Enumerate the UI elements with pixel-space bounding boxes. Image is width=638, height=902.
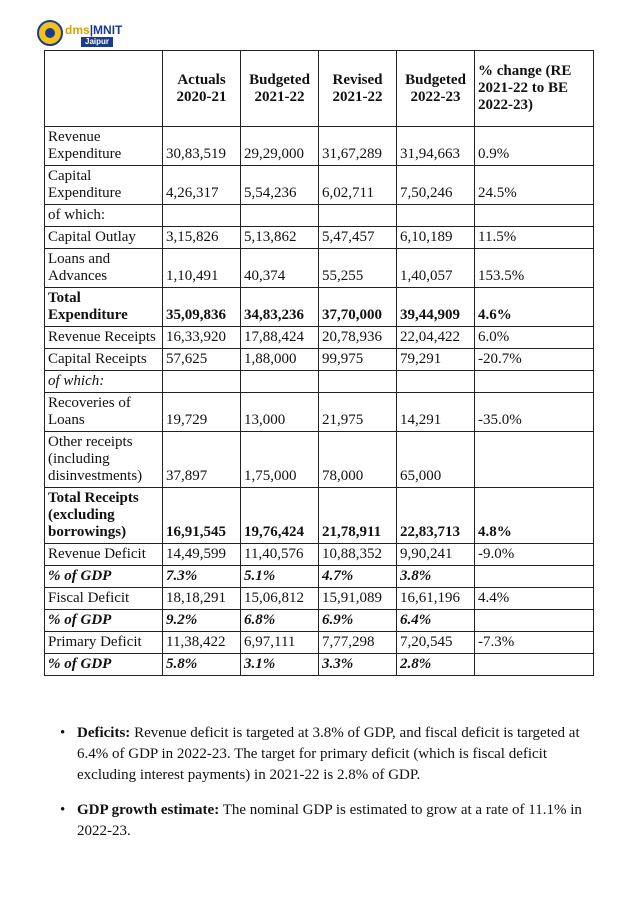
value-cell: 5,47,457 <box>319 227 397 249</box>
value-cell: 1,75,000 <box>241 432 319 488</box>
logo-wordmark: dms|MNIT <box>65 23 123 37</box>
header-cell <box>45 51 163 127</box>
row-label-cell: Total Receipts (excluding borrowings) <box>45 488 163 544</box>
table-row <box>45 371 594 393</box>
table-row <box>45 349 594 371</box>
row-label-cell: Revenue Expenditure <box>45 127 163 166</box>
row-label-cell: Other receipts (including disinvestments) <box>45 432 163 488</box>
value-cell: 35,09,836 <box>163 288 241 327</box>
value-cell: 16,61,196 <box>397 588 475 610</box>
value-cell: 4,26,317 <box>163 166 241 205</box>
value-cell: 6.4% <box>397 610 475 632</box>
table-row <box>45 566 594 588</box>
value-cell: -35.0% <box>475 393 594 432</box>
table-row <box>45 432 594 488</box>
note-label: GDP growth estimate: <box>77 802 220 818</box>
row-label-cell: Fiscal Deficit <box>45 588 163 610</box>
row-label-cell: % of GDP <box>45 566 163 588</box>
table-row <box>45 544 594 566</box>
value-cell: 30,83,519 <box>163 127 241 166</box>
value-cell: 31,94,663 <box>397 127 475 166</box>
logo-subtitle: Jaipur <box>81 37 113 47</box>
value-cell: 78,000 <box>319 432 397 488</box>
row-label-cell: Loans and Advances <box>45 249 163 288</box>
value-cell: 37,70,000 <box>319 288 397 327</box>
value-cell: 6.0% <box>475 327 594 349</box>
value-cell <box>163 371 241 393</box>
bullet-icon: • <box>60 725 66 741</box>
value-cell <box>241 205 319 227</box>
header-cell: Actuals 2020-21 <box>163 51 241 127</box>
value-cell: 3.8% <box>397 566 475 588</box>
value-cell: 13,000 <box>241 393 319 432</box>
row-label-cell: Revenue Deficit <box>45 544 163 566</box>
value-cell: 20,78,936 <box>319 327 397 349</box>
header-cell: % change (RE 2021-22 to BE 2022-23) <box>475 51 594 127</box>
table-row <box>45 488 594 544</box>
value-cell: 4.7% <box>319 566 397 588</box>
header-cell: Revised 2021-22 <box>319 51 397 127</box>
value-cell <box>163 205 241 227</box>
value-cell: 14,49,599 <box>163 544 241 566</box>
value-cell: 153.5% <box>475 249 594 288</box>
value-cell <box>319 371 397 393</box>
table-row <box>45 393 594 432</box>
value-cell: 4.6% <box>475 288 594 327</box>
budget-table <box>44 50 594 676</box>
value-cell: 5.8% <box>163 654 241 676</box>
value-cell: 3.1% <box>241 654 319 676</box>
value-cell: -7.3% <box>475 632 594 654</box>
value-cell: 65,000 <box>397 432 475 488</box>
value-cell: 9,90,241 <box>397 544 475 566</box>
value-cell: 1,88,000 <box>241 349 319 371</box>
value-cell: 5.1% <box>241 566 319 588</box>
value-cell: 14,291 <box>397 393 475 432</box>
value-cell: 19,76,424 <box>241 488 319 544</box>
value-cell: 24.5% <box>475 166 594 205</box>
emblem-icon <box>37 20 63 46</box>
row-label-cell: Primary Deficit <box>45 632 163 654</box>
value-cell: 55,255 <box>319 249 397 288</box>
value-cell: 22,04,422 <box>397 327 475 349</box>
value-cell: 17,88,424 <box>241 327 319 349</box>
value-cell: 11,40,576 <box>241 544 319 566</box>
dms-mnit-logo <box>37 20 127 52</box>
value-cell: 18,18,291 <box>163 588 241 610</box>
table-row <box>45 205 594 227</box>
value-cell: 22,83,713 <box>397 488 475 544</box>
value-cell: 7,77,298 <box>319 632 397 654</box>
value-cell: 7,20,545 <box>397 632 475 654</box>
value-cell <box>475 205 594 227</box>
value-cell: 79,291 <box>397 349 475 371</box>
value-cell <box>475 566 594 588</box>
value-cell: 11.5% <box>475 227 594 249</box>
table-row <box>45 227 594 249</box>
value-cell: 7,50,246 <box>397 166 475 205</box>
header-cell: Budgeted 2022-23 <box>397 51 475 127</box>
row-label-cell: Capital Receipts <box>45 349 163 371</box>
table-row <box>45 127 594 166</box>
table-body <box>45 127 594 676</box>
value-cell <box>475 432 594 488</box>
table-row <box>45 632 594 654</box>
value-cell: 5,54,236 <box>241 166 319 205</box>
value-cell: 2.8% <box>397 654 475 676</box>
value-cell: 21,78,911 <box>319 488 397 544</box>
value-cell: -9.0% <box>475 544 594 566</box>
table-row <box>45 288 594 327</box>
value-cell: 16,33,920 <box>163 327 241 349</box>
row-label-cell: of which: <box>45 205 163 227</box>
value-cell: 1,40,057 <box>397 249 475 288</box>
value-cell: 37,897 <box>163 432 241 488</box>
row-label-cell: % of GDP <box>45 610 163 632</box>
bullet-icon: • <box>60 802 66 818</box>
row-label-cell: Recoveries of Loans <box>45 393 163 432</box>
table-row <box>45 327 594 349</box>
value-cell: 31,67,289 <box>319 127 397 166</box>
value-cell: -20.7% <box>475 349 594 371</box>
value-cell: 0.9% <box>475 127 594 166</box>
value-cell: 1,10,491 <box>163 249 241 288</box>
value-cell: 11,38,422 <box>163 632 241 654</box>
value-cell: 10,88,352 <box>319 544 397 566</box>
value-cell: 16,91,545 <box>163 488 241 544</box>
table-row <box>45 610 594 632</box>
table-row <box>45 166 594 205</box>
value-cell: 39,44,909 <box>397 288 475 327</box>
value-cell: 6,97,111 <box>241 632 319 654</box>
note-text: Revenue deficit is targeted at 3.8% of GDP, and fiscal deficit is targeted at 6.4% of GDP in 2022-23. The target for primary deficit (which is fiscal deficit excluding interest payments) in 2021-22 is 2.8% of GDP. <box>77 725 580 783</box>
table-row <box>45 654 594 676</box>
value-cell: 7.3% <box>163 566 241 588</box>
value-cell: 9.2% <box>163 610 241 632</box>
table-row <box>45 588 594 610</box>
row-label-cell: Revenue Receipts <box>45 327 163 349</box>
value-cell: 5,13,862 <box>241 227 319 249</box>
value-cell: 15,06,812 <box>241 588 319 610</box>
header-cell: Budgeted 2021-22 <box>241 51 319 127</box>
notes-list <box>60 723 600 856</box>
note-item <box>60 723 600 786</box>
value-cell: 4.4% <box>475 588 594 610</box>
value-cell: 34,83,236 <box>241 288 319 327</box>
header-row <box>45 51 594 127</box>
note-label: Deficits: <box>77 725 131 741</box>
value-cell: 3.3% <box>319 654 397 676</box>
row-label-cell: Total Expenditure <box>45 288 163 327</box>
value-cell: 6,10,189 <box>397 227 475 249</box>
value-cell: 6,02,711 <box>319 166 397 205</box>
note-item <box>60 800 600 842</box>
row-label-cell: Capital Outlay <box>45 227 163 249</box>
value-cell: 3,15,826 <box>163 227 241 249</box>
value-cell: 6.9% <box>319 610 397 632</box>
value-cell <box>475 610 594 632</box>
value-cell <box>397 205 475 227</box>
value-cell: 40,374 <box>241 249 319 288</box>
value-cell: 19,729 <box>163 393 241 432</box>
note-text: The nominal GDP is estimated to grow at a rate of 11.1% in 2022-23. <box>77 802 582 839</box>
row-label-cell: % of GDP <box>45 654 163 676</box>
row-label-cell: Capital Expenditure <box>45 166 163 205</box>
value-cell: 57,625 <box>163 349 241 371</box>
table-row <box>45 249 594 288</box>
value-cell: 6.8% <box>241 610 319 632</box>
value-cell: 15,91,089 <box>319 588 397 610</box>
value-cell <box>241 371 319 393</box>
row-label-cell: of which: <box>45 371 163 393</box>
value-cell: 21,975 <box>319 393 397 432</box>
value-cell <box>397 371 475 393</box>
value-cell: 99,975 <box>319 349 397 371</box>
value-cell <box>475 654 594 676</box>
value-cell <box>475 371 594 393</box>
value-cell: 29,29,000 <box>241 127 319 166</box>
value-cell: 4.8% <box>475 488 594 544</box>
value-cell <box>319 205 397 227</box>
